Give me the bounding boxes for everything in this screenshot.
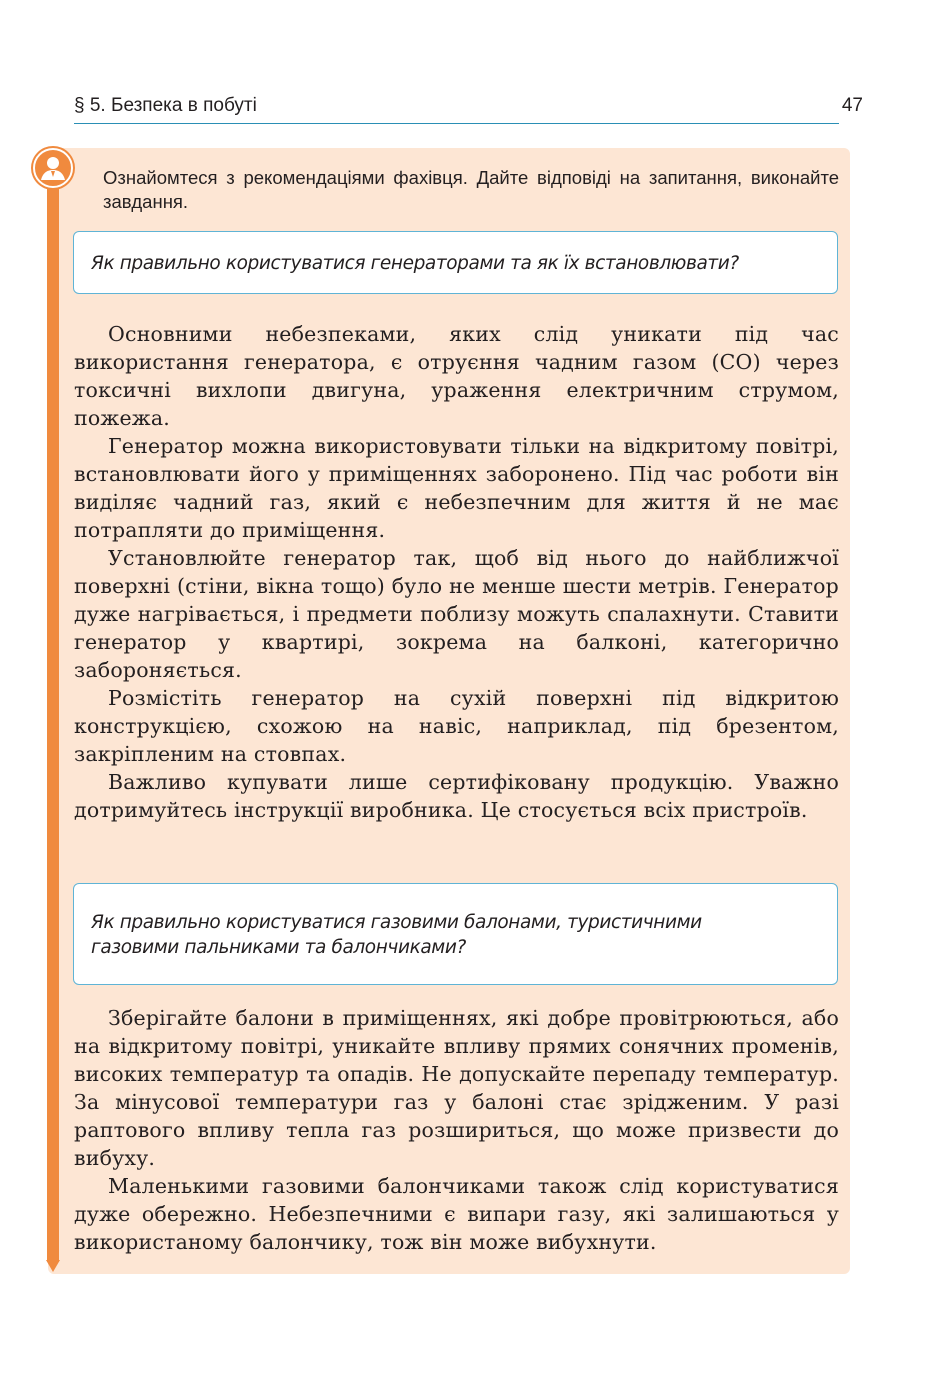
question-gas-cylinders-line2: газовими пальниками та балончиками? (91, 937, 466, 958)
side-rail (47, 178, 59, 1262)
expert-person-icon (31, 146, 75, 190)
answer-generators (74, 320, 839, 824)
question-gas-cylinders-line1: Як правильно користуватися газовими балонами, туристичними (91, 912, 702, 933)
question-generators: Як правильно користуватися генераторами та як їх встановлювати? (91, 253, 739, 274)
intro-instruction: Ознайомтеся з рекомендаціями фахівця. Дайте відповіді на запитання, виконайте завдання. (103, 167, 839, 212)
question-box-gas-cylinders (73, 883, 838, 985)
section-title: § 5. Безпека в побуті (74, 95, 257, 116)
paragraph: Основними небезпеками, яких слід уникати під час використання генератора, є отруєння чадним газом (CO) через токсичні вихлопи двигуна, ураження електричним струмом, пожежа. (74, 322, 839, 430)
page-header (74, 94, 863, 124)
paragraph: Важливо купувати лише сертифіковану продукцію. Уважно дотримуйтесь інструкції виробника. Це стосується всіх пристроїв. (74, 770, 839, 822)
page-number: 47 (841, 95, 863, 116)
question-box-generators (73, 231, 838, 294)
paragraph: Зберігайте балони в приміщеннях, які добре провітрюються, або на відкритому повітрі, уникайте впливу прямих сонячних променів, високих температур та опадів. Не допускайте перепаду температур. За мінусової температури газ у балоні стає зрідженим. У разі раптового впливу тепла газ розшириться, що може призвести до вибуху. (74, 1006, 839, 1170)
paragraph: Генератор можна використовувати тільки на відкритому повітрі, встановлювати його у приміщеннях заборонено. Під час роботи він виділяє чадний газ, який є небезпечним для життя й не має потрапляти до приміщення. (74, 434, 839, 542)
paragraph: Маленькими газовими балончиками також слід користуватися дуже обережно. Небезпечними є випари газу, які залишаються у використаному балончику, тож він може вибухнути. (74, 1174, 839, 1254)
answer-gas-cylinders (74, 1004, 839, 1256)
paragraph: Установлюйте генератор так, щоб від нього до найближчої поверхні (стіни, вікна тощо) було не менше шести метрів. Генератор дуже нагрівається, і предмети поблизу можуть спалахнути. Ставити генератор у квартирі, зокрема на балконі, категорично забороняється. (74, 546, 839, 682)
paragraph: Розмістіть генератор на сухій поверхні під відкритою конструкцією, схожою на навіс, наприклад, під брезентом, закріпленим на стовпах. (74, 686, 839, 766)
arrow-down-icon (46, 1260, 60, 1272)
